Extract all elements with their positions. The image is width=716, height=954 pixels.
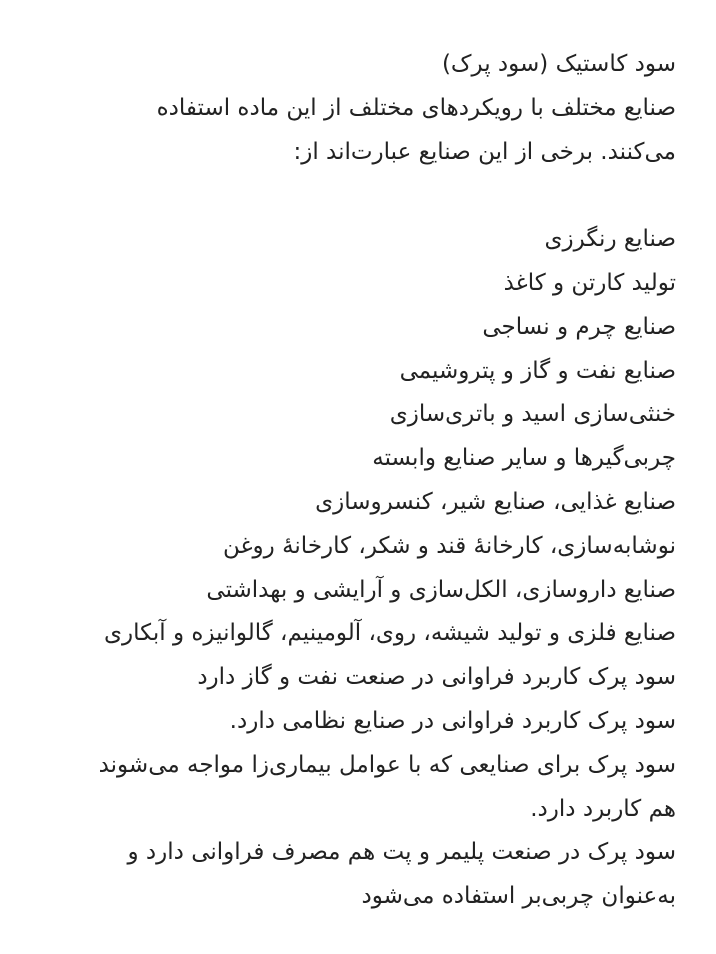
note-line: سود پرک کاربرد فراوانی در صنعت نفت و گاز دارد (197, 664, 676, 691)
document-body (20, 43, 676, 919)
list-item: نوشابه‌سازی، کارخانهٔ قند و شکر، کارخانهٔ روغن (223, 532, 676, 559)
list-item: صنایع داروسازی، الکل‌سازی و آرایشی و بهداشتی (206, 576, 676, 603)
list-item: خنثی‌سازی اسید و باتری‌سازی (389, 401, 676, 428)
note-line: سود پرک کاربرد فراوانی در صنایع نظامی دارد. (229, 707, 676, 734)
list-item: صنایع غذایی، صنایع شیر، کنسروسازی (315, 488, 676, 515)
list-item: صنایع رنگرزی (544, 226, 676, 253)
note-line: سود پرک برای صنایعی که با عوامل بیماری‌زا مواجه می‌شوند (98, 751, 676, 778)
list-item: صنایع چرم و نساجی (482, 313, 676, 340)
list-item: چربی‌گیرها و سایر صنایع وابسته (372, 445, 676, 472)
notes (20, 656, 676, 919)
note-line: سود پرک در صنعت پلیمر و پت هم مصرف فراوانی دارد و (127, 839, 676, 866)
list-item: تولید کارتن و کاغذ (503, 269, 676, 296)
blank-line (20, 174, 676, 218)
industry-list (20, 218, 676, 656)
intro-line: صنایع مختلف با رویکردهای مختلف از این ماده استفاده (156, 94, 676, 121)
list-item: صنایع فلزی و تولید شیشه، روی، آلومینیم، گالوانیزه و آبکاری (104, 620, 676, 647)
note-line: هم کاربرد دارد. (530, 795, 676, 822)
list-item: صنایع نفت و گاز و پتروشیمی (399, 357, 676, 384)
document-title: سود کاستیک (سود پرک) (441, 51, 676, 77)
note-line: به‌عنوان چربی‌بر استفاده می‌شود (361, 883, 676, 910)
intro-line: می‌کنند. برخی از این صنایع عبارت‌اند از: (293, 138, 676, 165)
